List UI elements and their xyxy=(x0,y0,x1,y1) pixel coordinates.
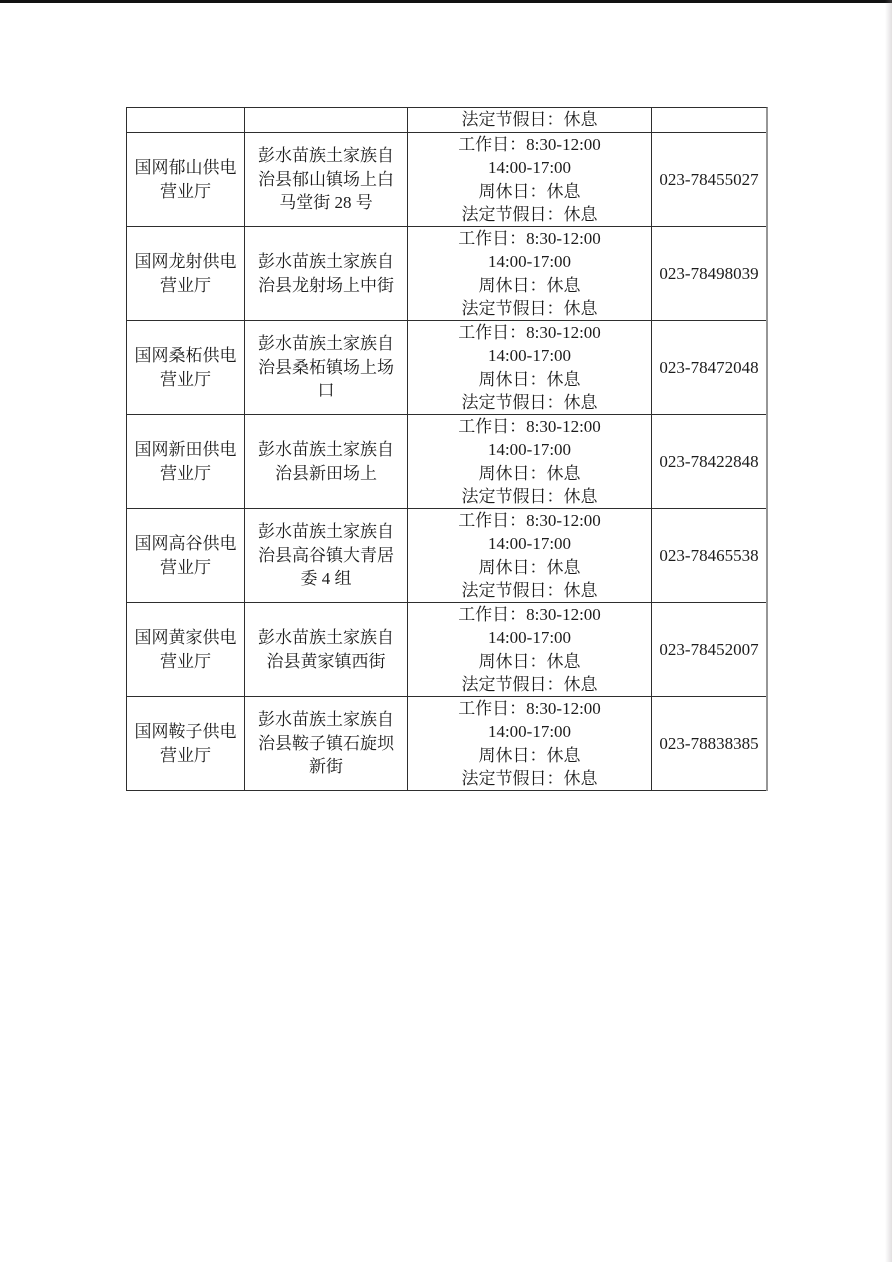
text-line: 治县郁山镇场上白 xyxy=(258,169,394,189)
scan-right-edge xyxy=(885,0,892,1262)
text-line: 周休日：休息 xyxy=(478,181,581,201)
name-cell xyxy=(127,108,245,133)
text-line: 法定节假日：休息 xyxy=(461,487,598,506)
phone-cell xyxy=(652,133,766,227)
name-cell xyxy=(127,227,245,321)
address-cell xyxy=(245,603,408,697)
phone-cell xyxy=(652,227,766,321)
hours-cell xyxy=(408,697,652,791)
phone-cell xyxy=(652,603,766,697)
text-line: 工作日：8:30-12:00 xyxy=(458,322,601,342)
text-line: 治县龙射场上中街 xyxy=(258,275,394,295)
text-line: 工作日：8:30-12:00 xyxy=(458,604,601,624)
text-line: 彭水苗族土家族自 xyxy=(258,440,394,459)
text-line: 彭水苗族土家族自 xyxy=(258,522,394,542)
name-cell xyxy=(127,603,245,697)
hours-cell xyxy=(408,321,652,415)
text-line: 营业厅 xyxy=(160,369,211,389)
phone-cell xyxy=(652,108,766,133)
phone-cell xyxy=(652,697,766,791)
text-line: 周休日：休息 xyxy=(478,369,581,389)
text-line: 彭水苗族土家族自 xyxy=(258,252,394,271)
text-line: 周休日：休息 xyxy=(478,275,581,295)
text-line: 法定节假日：休息 xyxy=(461,299,598,318)
name-cell xyxy=(127,133,245,227)
name-cell xyxy=(127,509,245,603)
address-cell xyxy=(245,321,408,415)
name-cell xyxy=(127,697,245,791)
text-line: 周休日：休息 xyxy=(478,745,581,765)
text-line: 国网龙射供电 xyxy=(134,252,237,271)
text-line: 国网鞍子供电 xyxy=(134,722,237,741)
text-line: 周休日：休息 xyxy=(478,651,581,671)
hours-cell xyxy=(408,108,652,133)
text-line: 国网桑柘供电 xyxy=(134,346,237,365)
text-line: 彭水苗族土家族自 xyxy=(258,146,394,166)
address-cell xyxy=(245,509,408,603)
text-line: 周休日：休息 xyxy=(478,463,581,483)
text-line: 治县高谷镇大青居 xyxy=(258,545,394,565)
text-line: 治县黄家镇西街 xyxy=(266,651,386,671)
hours-cell xyxy=(408,415,652,509)
text-line: 国网高谷供电 xyxy=(134,534,237,553)
text-line: 工作日：8:30-12:00 xyxy=(458,698,601,718)
text-line: 工作日：8:30-12:00 xyxy=(458,510,601,530)
address-cell xyxy=(245,227,408,321)
phone-cell xyxy=(652,509,766,603)
text-line: 023-78422848 xyxy=(659,451,759,471)
text-line: 法定节假日：休息 xyxy=(461,205,598,224)
text-line: 彭水苗族土家族自 xyxy=(258,628,394,647)
text-line: 工作日：8:30-12:00 xyxy=(458,228,601,248)
text-line: 营业厅 xyxy=(160,181,211,201)
text-line: 14:00-17:00 xyxy=(487,534,572,553)
text-line: 国网黄家供电 xyxy=(134,628,237,647)
text-line: 14:00-17:00 xyxy=(487,440,572,459)
text-line: 023-78472048 xyxy=(659,357,759,377)
text-line: 彭水苗族土家族自 xyxy=(258,334,394,354)
phone-cell xyxy=(652,415,766,509)
text-line: 14:00-17:00 xyxy=(487,346,572,365)
text-line: 14:00-17:00 xyxy=(487,158,572,177)
office-table xyxy=(126,107,768,791)
text-line: 14:00-17:00 xyxy=(487,252,572,271)
text-line: 治县新田场上 xyxy=(275,463,377,483)
text-line: 14:00-17:00 xyxy=(487,722,572,741)
text-line: 周休日：休息 xyxy=(478,557,581,577)
text-line: 营业厅 xyxy=(160,275,211,295)
hours-cell xyxy=(408,133,652,227)
scan-top-edge xyxy=(0,0,892,3)
text-line: 营业厅 xyxy=(160,463,211,483)
text-line: 新街 xyxy=(309,757,343,777)
text-line: 国网新田供电 xyxy=(134,440,237,459)
text-line: 法定节假日：休息 xyxy=(461,581,598,600)
text-line: 委 4 组 xyxy=(300,569,352,589)
address-cell xyxy=(245,108,408,133)
text-line: 023-78838385 xyxy=(659,733,759,753)
text-line: 法定节假日：休息 xyxy=(461,110,598,130)
text-line: 法定节假日：休息 xyxy=(461,769,598,788)
text-line: 治县鞍子镇石旋坝 xyxy=(258,733,394,753)
name-cell xyxy=(127,415,245,509)
address-cell xyxy=(245,415,408,509)
text-line: 14:00-17:00 xyxy=(487,628,572,647)
text-line: 法定节假日：休息 xyxy=(461,393,598,412)
text-line: 工作日：8:30-12:00 xyxy=(458,416,601,436)
text-line: 口 xyxy=(317,381,335,401)
text-line: 法定节假日：休息 xyxy=(461,675,598,694)
text-line: 营业厅 xyxy=(160,745,211,765)
phone-cell xyxy=(652,321,766,415)
hours-cell xyxy=(408,509,652,603)
hours-cell xyxy=(408,603,652,697)
text-line: 023-78455027 xyxy=(659,169,759,189)
text-line: 国网郁山供电 xyxy=(134,158,237,177)
hours-cell xyxy=(408,227,652,321)
text-line: 营业厅 xyxy=(160,557,211,577)
text-line: 工作日：8:30-12:00 xyxy=(458,134,601,154)
address-cell xyxy=(245,697,408,791)
text-line: 治县桑柘镇场上场 xyxy=(258,357,394,377)
text-line: 023-78452007 xyxy=(659,639,759,659)
text-line: 023-78498039 xyxy=(659,263,759,283)
text-line: 彭水苗族土家族自 xyxy=(258,710,394,730)
text-line: 023-78465538 xyxy=(659,545,759,565)
address-cell xyxy=(245,133,408,227)
name-cell xyxy=(127,321,245,415)
text-line: 营业厅 xyxy=(160,651,211,671)
text-line: 马堂街 28 号 xyxy=(279,193,373,213)
